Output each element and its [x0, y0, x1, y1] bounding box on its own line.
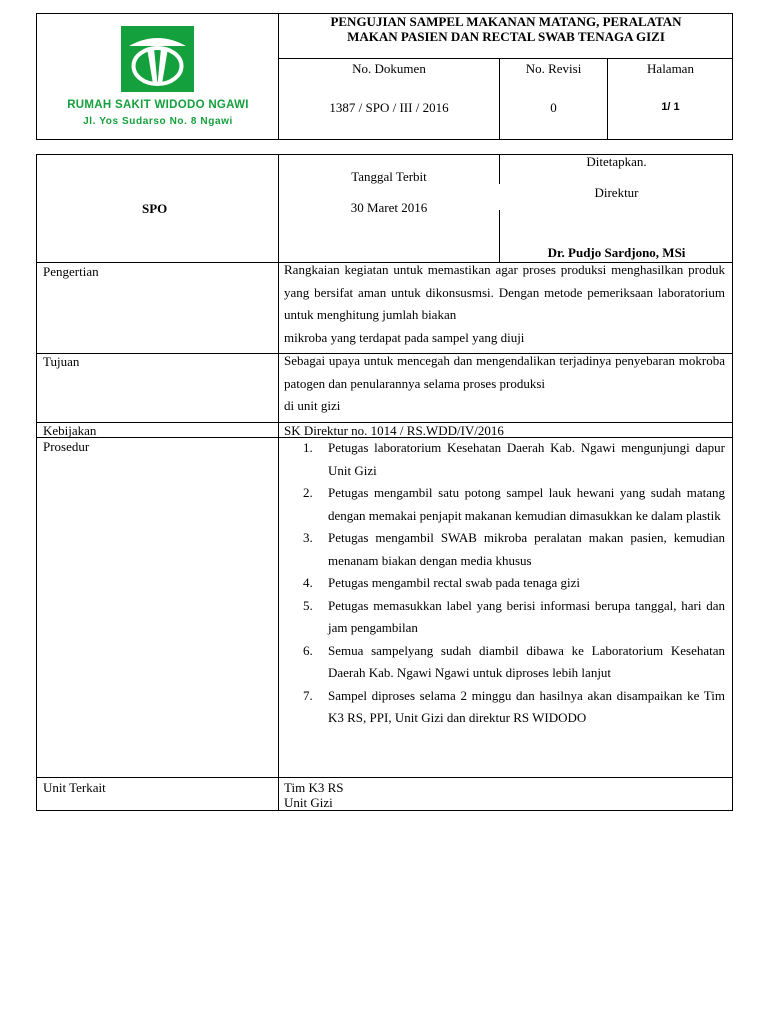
- header-hline: [278, 58, 733, 59]
- director-label: Direktur: [594, 185, 639, 200]
- procedure-step: 3. Petugas mengambil SWAB mikroba peralatan makan pasien, kemudian menanam biakan dengan media khusus: [303, 530, 725, 568]
- hospital-address: Jl. Yos Sudarso No. 8 Ngawi: [83, 116, 233, 127]
- spo-label: SPO: [142, 201, 168, 216]
- document-title: [279, 14, 733, 44]
- hospital-name: RUMAH SAKIT WIDODO NGAWI: [67, 99, 249, 111]
- approved-label: Ditetapkan.: [586, 154, 647, 169]
- issue-date-value: 30 Maret 2016: [350, 200, 428, 215]
- row-divider: [36, 777, 733, 778]
- pengertian-label: Pengertian: [43, 264, 99, 279]
- hospital-logo: [121, 26, 194, 92]
- kebijakan-text: SK Direktur no. 1014 / RS.WDD/IV/2016: [284, 423, 504, 438]
- revision-label: No. Revisi: [525, 61, 582, 76]
- tujuan-text: [284, 350, 725, 418]
- pengertian-text-last: mikroba yang terdapat pada sampel yang diuji: [284, 330, 525, 346]
- page-label: Halaman: [647, 61, 694, 76]
- procedure-step: 1. Petugas laboratorium Kesehatan Daerah Kab. Ngawi mengunjungi dapur Unit Gizi: [303, 440, 725, 478]
- procedure-step: 2. Petugas mengambil satu potong sampel lauk hewani yang sudah matang dengan memakai penjapit makanan kemudian dimasukkan ke dalam plastik: [303, 485, 725, 523]
- tujuan-text-last: di unit gizi: [284, 398, 341, 414]
- main-col-divider: [278, 154, 279, 811]
- tujuan-label: Tujuan: [43, 354, 80, 369]
- unit-terkait-item: Unit Gizi: [284, 795, 333, 810]
- title-line-2: MAKAN PASIEN DAN RECTAL SWAB TENAGA GIZI: [347, 29, 665, 44]
- doc-no-label: No. Dokumen: [352, 61, 426, 76]
- unit-terkait-item: Tim K3 RS: [284, 780, 344, 795]
- kebijakan-label: Kebijakan: [43, 423, 97, 438]
- director-name: Dr. Pudjo Sardjono, MSi: [547, 245, 686, 260]
- procedure-step: 4. Petugas mengambil rectal swab pada tenaga gizi: [303, 575, 580, 590]
- procedure-steps: [303, 437, 725, 730]
- pengertian-text-main: Rangkaian kegiatan untuk memastikan agar proses produksi menghasilkan produk yang bersifat aman untuk dikonsusmsi. Dengan metode pemeriksaan laboratorium untuk menghitung jumlah biakan: [284, 262, 725, 323]
- doc-no-value: 1387 / SPO / III / 2016: [329, 100, 449, 115]
- procedure-step: 7. Sampel diproses selama 2 minggu dan hasilnya akan disampaikan ke Tim K3 RS, PPI, Unit Gizi dan direktur RS WIDODO: [303, 687, 725, 725]
- page-value: 1/ 1: [661, 101, 680, 113]
- tujuan-text-main: Sebagai upaya untuk mencegah dan mengendalikan terjadinya penyebaran mokroba patogen dan penularannya selama proses produksi: [284, 353, 725, 391]
- issue-date-label: Tanggal Terbit: [351, 169, 427, 184]
- prosedur-label: Prosedur: [43, 439, 90, 454]
- revision-value: 0: [550, 100, 557, 115]
- title-line-1: PENGUJIAN SAMPEL MAKANAN MATANG, PERALATAN: [330, 14, 682, 29]
- procedure-step: 5. Petugas memasukkan label yang berisi informasi berupa tanggal, hari dan jam pengambilan: [303, 597, 725, 635]
- unit-terkait-label: Unit Terkait: [43, 780, 106, 795]
- procedure-step: 6. Semua sampelyang sudah diambil dibawa ke Laboratorium Kesehatan Daerah Kab. Ngawi Ngawi untuk diproses lebih lanjut: [303, 642, 725, 680]
- pengertian-text: [284, 259, 725, 350]
